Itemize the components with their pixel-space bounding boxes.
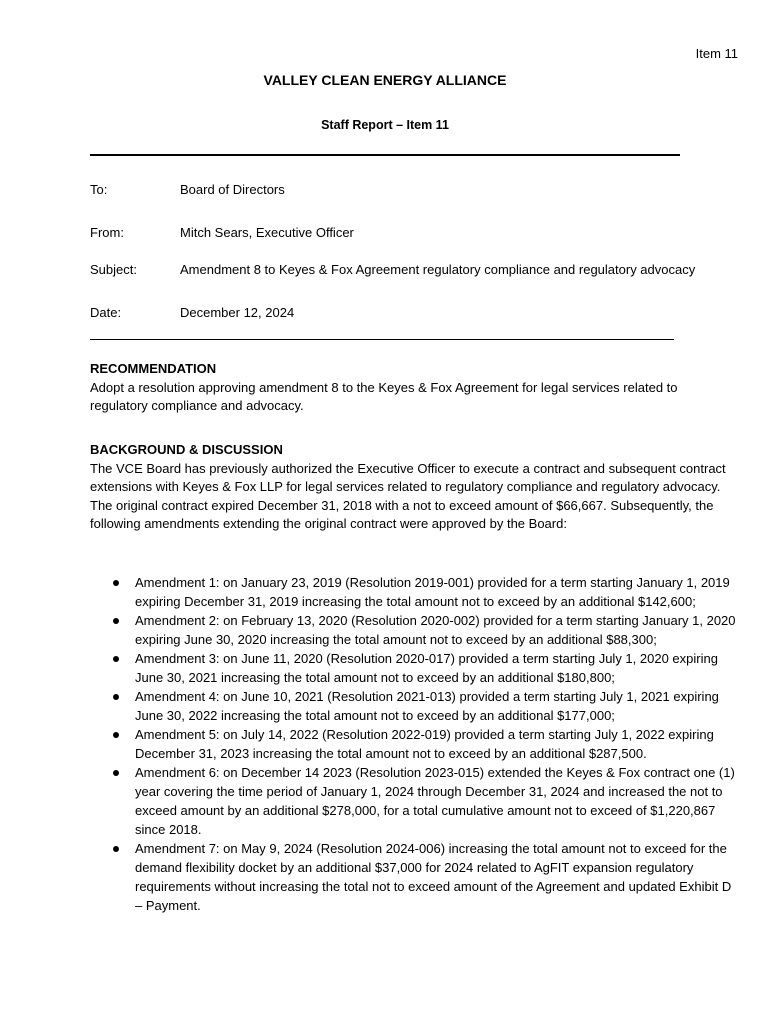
bullet-icon [113,618,119,624]
background-heading: BACKGROUND & DISCUSSION [90,442,283,457]
recommendation-section [90,360,730,416]
amendment-item [135,611,740,649]
amendment-item [135,763,740,839]
memo-to-value: Board of Directors [180,182,285,197]
memo-from-value: Mitch Sears, Executive Officer [180,225,354,240]
bullet-icon [113,656,119,662]
amendment-item [135,687,740,725]
memo-to-row [90,182,285,197]
background-body: The VCE Board has previously authorized the Executive Officer to execute a contract and subsequent contract extensions with Keyes & Fox LLP for legal services related to regulatory compliance and regulatory advocacy. The original contract expired December 31, 2018 with a not to exceed amount of $66,667. Subsequently, the following amendments extending the original contract were approved by the Board: [90,460,726,532]
recommendation-heading: RECOMMENDATION [90,361,217,376]
bullet-icon [113,732,119,738]
memo-divider [90,339,674,340]
memo-date-value: December 12, 2024 [180,305,295,320]
item-label: Item 11 [695,46,738,61]
memo-date-row [90,305,294,320]
report-title: Staff Report – Item 11 [321,118,449,132]
header-divider [90,154,680,156]
amendment-item [135,839,740,915]
memo-date-label: Date: [90,305,122,320]
organization-title: VALLEY CLEAN ENERGY ALLIANCE [263,72,507,88]
bullet-icon [113,846,119,852]
amendment-item [135,573,740,611]
bullet-icon [113,770,119,776]
amendments-list [135,573,740,915]
amendment-text: Amendment 2: on February 13, 2020 (Resolution 2020-002) provided for a term starting January 1, 2020 expiring June 30, 2020 increasing the total amount not to exceed by an additional $88,300; [135,613,736,647]
memo-from-label: From: [90,225,124,240]
amendment-item [135,649,740,687]
bullet-icon [113,580,119,586]
memo-from-row [90,225,354,240]
memo-subject-value: Amendment 8 to Keyes & Fox Agreement regulatory compliance and regulatory advocacy [180,262,696,277]
amendment-text: Amendment 1: on January 23, 2019 (Resolution 2019-001) provided for a term starting January 1, 2019 expiring December 31, 2019 increasing the total amount not to exceed by an additional $142,600; [135,575,730,609]
recommendation-body: Adopt a resolution approving amendment 8 to the Keyes & Fox Agreement for legal services related to regulatory compliance and advocacy. [90,379,678,414]
amendment-text: Amendment 7: on May 9, 2024 (Resolution 2024-006) increasing the total amount not to exceed for the demand flexibility docket by an additional $37,000 for 2024 related to AgFIT expansion regulatory requirements without increasing the total not to exceed amount of the Agreement and updated Exhibit D – Payment. [135,841,732,913]
background-section [90,441,730,534]
amendment-text: Amendment 4: on June 10, 2021 (Resolution 2021-013) provided a term starting July 1, 2021 expiring June 30, 2022 increasing the total amount not to exceed by an additional $177,000; [135,689,719,723]
memo-subject-row [90,262,695,277]
amendment-text: Amendment 6: on December 14 2023 (Resolution 2023-015) extended the Keyes & Fox contract one (1) year covering the time period of January 1, 2024 through December 31, 2024 and increased the not to exceed amount by an additional $278,000, for a total cumulative amount not to exceed of $1,220,867 since 2018. [135,765,735,837]
amendment-text: Amendment 3: on June 11, 2020 (Resolution 2020-017) provided a term starting July 1, 2020 expiring June 30, 2021 increasing the total amount not to exceed by an additional $180,800; [135,651,718,685]
memo-to-label: To: [90,182,108,197]
amendment-item [135,725,740,763]
bullet-icon [113,694,119,700]
amendment-text: Amendment 5: on July 14, 2022 (Resolution 2022-019) provided a term starting July 1, 2022 expiring December 31, 2023 increasing the total amount not to exceed by an additional $287,500. [135,727,714,761]
memo-subject-label: Subject: [90,262,137,277]
